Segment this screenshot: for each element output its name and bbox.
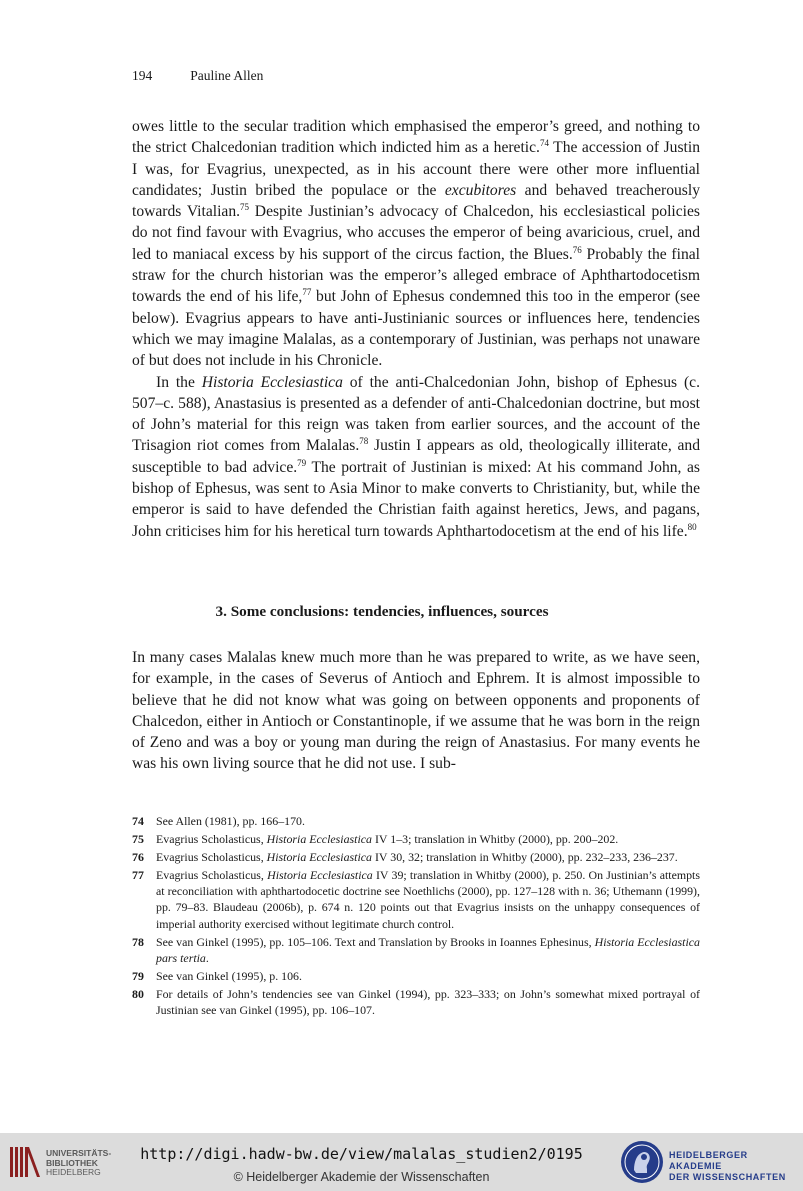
main-text-continued [132, 647, 700, 775]
permalink-url[interactable]: http://digi.hadw-bw.de/view/malalas_studien2/0195 [140, 1145, 583, 1163]
footnote-number: 80 [132, 986, 144, 1001]
paragraph: In many cases Malalas knew much more than he was prepared to write, as we have seen, for example, in the cases of Severus of Antioch and Ephrem. It is almost impossible to believe that he did not know what was going on between opponents and proponents of Chalcedon, either in Antioch or Constantinople, if we assume that he was born in the reign of Zeno and was a boy or young man during the reign of Anastasius. For many events he was his own living source that he did not use. I sub- [132, 649, 700, 773]
footnote-ref[interactable]: 76 [572, 244, 582, 255]
footnote-number: 76 [132, 850, 144, 865]
italic-run: Historia Ecclesiastica pars tertia [156, 934, 700, 965]
running-head-author: Pauline Allen [190, 68, 264, 83]
footnote-ref[interactable]: 79 [297, 457, 307, 468]
footnotes [132, 813, 700, 1018]
text-run: IV 30, 32; translation in Whitby (2000), pp. 232–233, 236–237. [372, 850, 678, 865]
footnote [132, 968, 700, 984]
paragraph [132, 116, 700, 372]
text-run: Despite Justinian’s advocacy of Chalcedon, his ecclesiastical policies do not find favour with Evagrius, who accuses the emperor of being avaricious, cruel, and led to maniacal excess by his support of the circus faction, the Blues. [132, 203, 700, 263]
academy-name-line: DER WISSENSCHAFTEN [669, 1172, 786, 1182]
text-run: and behaved treacherously towards Vitalian. [132, 181, 701, 221]
text-run: . [205, 950, 209, 965]
footnote-number: 78 [132, 934, 144, 949]
text-run: In the [156, 373, 202, 391]
footnote-ref[interactable]: 74 [539, 138, 549, 149]
text-run: but John of Ephesus condemned this too in the emperor (see below). Evagrius appears to have anti-Justinianic sources or influences here, tendencies which we may imagine Malalas, as a contemporary of Justinian, was perhaps not unaware of but does not include in his Chronicle. [132, 288, 700, 370]
footnote-number: 77 [132, 868, 144, 883]
text-run: See van Ginkel (1995), pp. 105–106. Text and Translation by Brooks in Ioannes Ephesinus, [156, 934, 595, 949]
footnote-text [156, 867, 700, 931]
footnote [132, 849, 700, 865]
footnote-text [156, 968, 700, 984]
footnote [132, 986, 700, 1018]
main-text [132, 116, 700, 542]
copyright-notice: © Heidelberger Akademie der Wissenschaften [233, 1170, 490, 1184]
footnote-ref[interactable]: 75 [240, 202, 250, 213]
paragraph [132, 372, 700, 542]
text-run: of the anti-Chalcedonian John, bishop of Ephesus (c. 507–c. 588), Anastasius is presented as a defender of anti-Chalcedonian doctrine, but most of John’s material for this reign was taken from earlier sources, and the account of the Trisagion riot comes from Malalas. [132, 373, 700, 455]
footnote-text [156, 934, 700, 966]
academy-name[interactable] [669, 1150, 803, 1183]
footnote-text [156, 849, 700, 865]
footnote-text [156, 986, 700, 1018]
footnote-number: 74 [132, 814, 144, 828]
text-run: Justin I appears as old, theologically illiterate, and susceptible to bad advice. [132, 437, 701, 476]
page-number: 194 [132, 68, 153, 83]
italic-run: Historia Ecclesiastica [266, 850, 372, 865]
text-run: Evagrius Scholasticus, [156, 850, 267, 865]
section-heading: 3. Some conclusions: tendencies, influences, sources [215, 603, 549, 620]
footnote [132, 934, 700, 966]
text-run: The portrait of Justinian is mixed: At his command John, as bishop of Ephesus, was sent to Asia Minor to make converts to Christianity, but, while the emperor is said to have defended the Christian faith against heretics, Jews, and pagans, John criticises him for his heretical turn towards Aphthartodocetism at the end of his life. [132, 458, 700, 540]
footnote-ref[interactable]: 78 [359, 436, 369, 447]
text-run: The accession of Justin I was, for Evagrius, unexpected, as in his account there were other more influential candidates; Justin bribed the populace or the [132, 139, 700, 199]
text-run: Evagrius Scholasticus, [156, 868, 268, 883]
footnote-ref[interactable]: 77 [302, 287, 312, 298]
text-run: IV 39; translation in Whitby (2000), p. 250. On Justinian’s attempts at reconciliation with aphthartodocetic doctrine see Noethlichs (2000), pp. 127–128 with n. 36; Uthemann (1999), pp. 79–83. Blaudeau (2006b), p. 674 n. 120 points out that Evagrius insists on the unhappy consequences of imperial authority exercised without legitimate church control. [156, 868, 700, 931]
viewer-footer [0, 1133, 803, 1191]
library-name-line: UNIVERSITÄTS- [46, 1148, 112, 1158]
library-name-line: BIBLIOTHEK [46, 1157, 98, 1168]
library-name-line: HEIDELBERG [46, 1167, 101, 1177]
italic-run: Historia Ecclesiastica [201, 373, 343, 391]
italic-run: Historia Ecclesiastica [267, 868, 373, 883]
footnote [132, 831, 700, 847]
footnote-text [156, 831, 700, 847]
text-run: owes little to the secular tradition which emphasised the emperor’s greed, and nothing to the strict Chalcedonian tradition which indicted him as a heretic. [132, 118, 700, 157]
footnote [132, 867, 700, 931]
text-run: Evagrius Scholasticus, [156, 832, 267, 847]
footnote-number: 79 [132, 968, 144, 983]
text-run: For details of John’s tendencies see van Ginkel (1994), pp. 323–333; on John’s somewhat mixed portrayal of Justinian see van Ginkel (1995), pp. 106–107. [156, 986, 700, 1018]
running-header [132, 68, 263, 84]
text-run: See Allen (1981), pp. 166–170. [156, 814, 305, 828]
text-run: See van Ginkel (1995), p. 106. [156, 968, 302, 983]
text-run: IV 1–3; translation in Whitby (2000), pp. 200–202. [372, 832, 619, 847]
italic-run: excubitores [444, 181, 517, 199]
footnote-number: 75 [132, 832, 144, 847]
footnote [132, 813, 700, 829]
footnote-text [156, 813, 700, 829]
italic-run: Historia Ecclesiastica [266, 832, 372, 847]
footnote-ref[interactable]: 80 [687, 521, 697, 532]
academy-name-line: HEIDELBERGER AKADEMIE [669, 1150, 748, 1171]
academy-seal-icon[interactable] [620, 1140, 664, 1184]
text-run: Probably the final straw for the church historian was the emperor’s alleged embrace of Aphthartodocetism towards the end of his life, [132, 245, 700, 306]
